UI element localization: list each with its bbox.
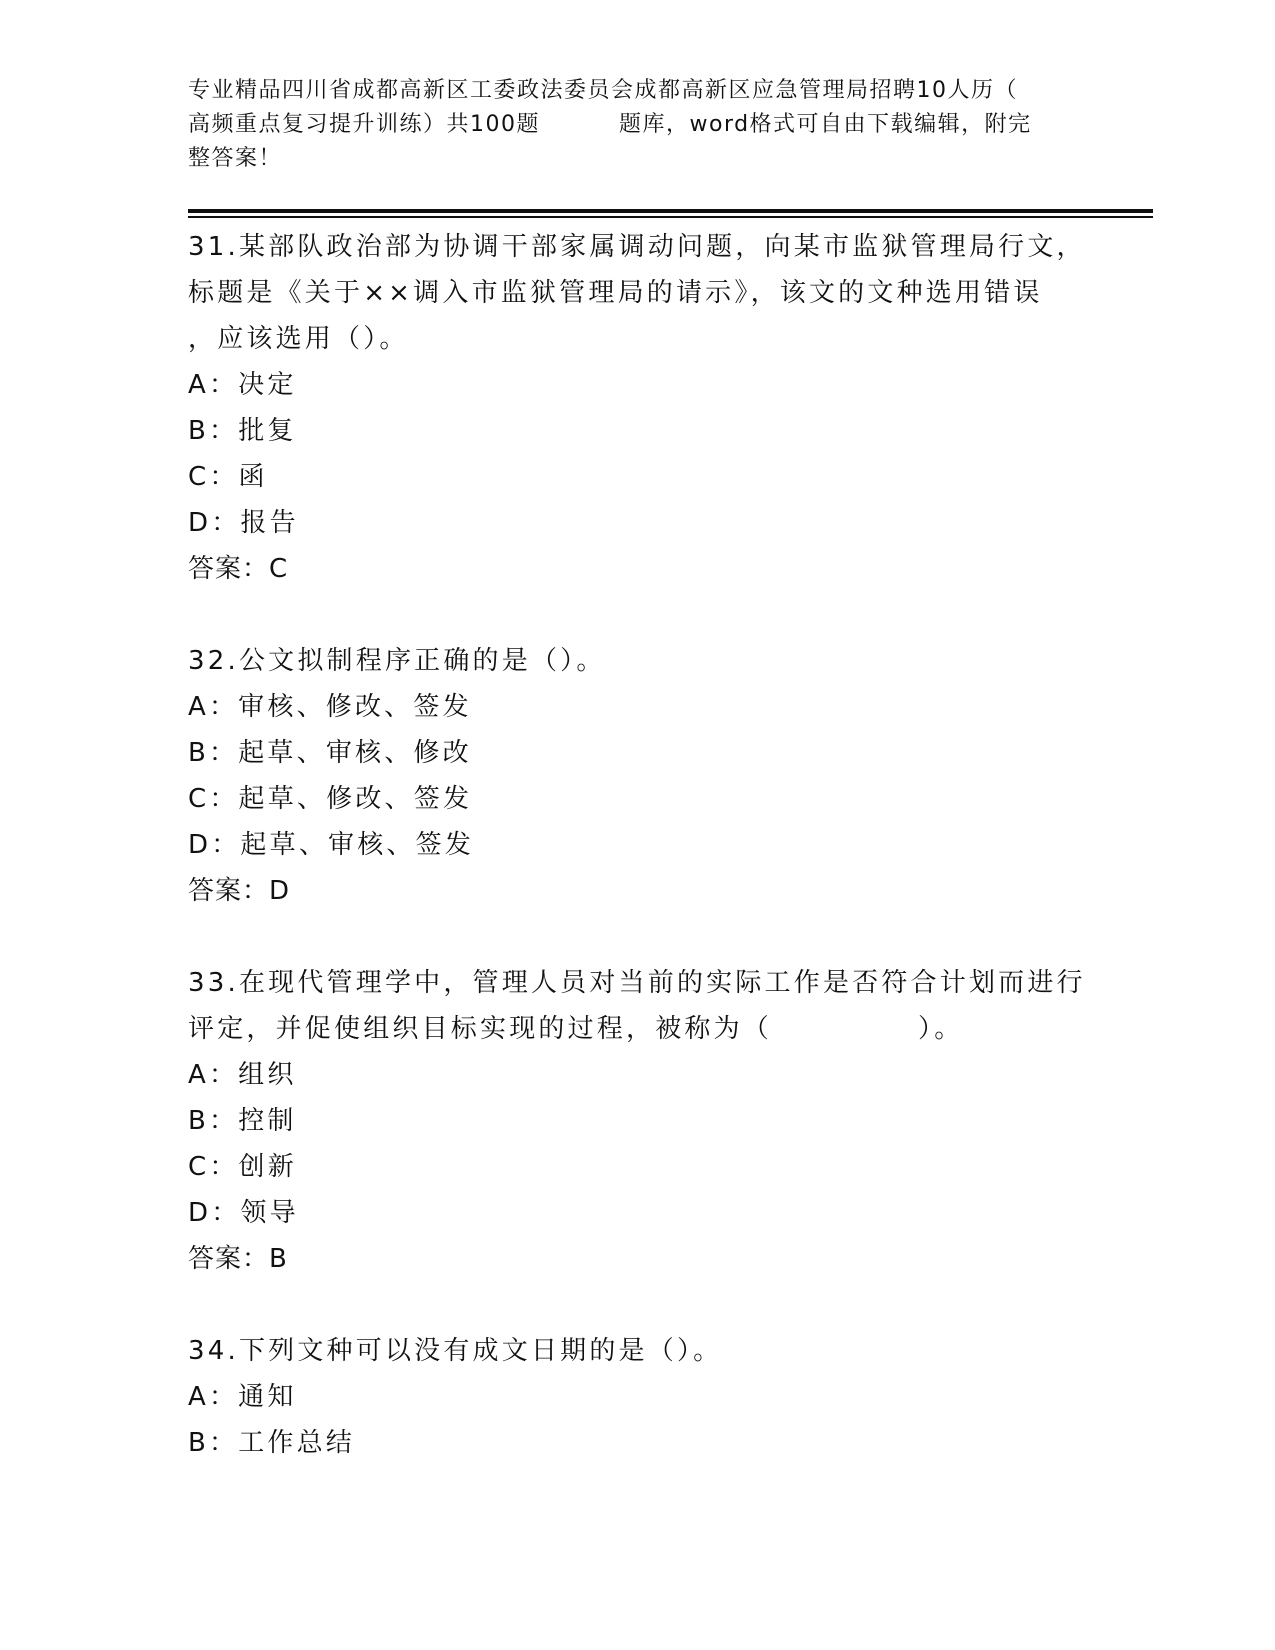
option-a: A：决定: [188, 370, 297, 400]
question-34: [188, 1328, 1088, 1466]
answer: 答案：D: [188, 876, 291, 906]
option-c: C：起草、修改、签发: [188, 784, 473, 814]
spacer: [188, 914, 1088, 960]
answer: 答案：C: [188, 554, 289, 584]
option-b: B：批复: [188, 416, 297, 446]
question-33: [188, 960, 1088, 1328]
option-a: A：通知: [188, 1382, 297, 1412]
question-text: ，应该选用（）。: [188, 324, 409, 354]
option-a: A：审核、修改、签发: [188, 692, 472, 722]
spacer: [188, 592, 1088, 638]
question-32: [188, 638, 1088, 960]
question-list: [188, 224, 1088, 1466]
option-c: C：函: [188, 462, 268, 492]
question-text: 标题是《关于××调入市监狱管理局的请示》，该文的文种选用错误: [188, 278, 1043, 308]
question-31: [188, 224, 1088, 638]
option-b: B：控制: [188, 1106, 297, 1136]
option-a: A：组织: [188, 1060, 297, 1090]
question-text: 33.在现代管理学中，管理人员对当前的实际工作是否符合计划而进行: [188, 968, 1086, 998]
spacer: [188, 1282, 1088, 1328]
header-line-3: 整答案！: [188, 146, 283, 171]
header-line-2: 高频重点复习提升训练）共100题 题库，word格式可自由下载编辑，附完: [188, 112, 1032, 137]
question-text: 31.某部队政治部为协调干部家属调动问题，向某市监狱管理局行文，: [188, 232, 1086, 262]
option-c: C：创新: [188, 1152, 297, 1182]
document-header: [188, 74, 1068, 176]
option-b: B：工作总结: [188, 1428, 356, 1458]
option-b: B：起草、审核、修改: [188, 738, 472, 768]
header-line-1: 专业精品四川省成都高新区工委政法委员会成都高新区应急管理局招聘10人历（: [188, 78, 1018, 103]
question-text: 评定，并促使组织目标实现的过程，被称为（ ）。: [188, 1014, 964, 1044]
option-d: D：起草、审核、签发: [188, 830, 475, 860]
header-divider-thick: [188, 209, 1153, 213]
option-d: D：报告: [188, 508, 299, 538]
question-text: 34.下列文种可以没有成文日期的是（）。: [188, 1336, 723, 1366]
header-divider-thin: [188, 216, 1153, 218]
question-text: 32.公文拟制程序正确的是（）。: [188, 646, 606, 676]
answer: 答案：B: [188, 1244, 288, 1274]
option-d: D：领导: [188, 1198, 299, 1228]
